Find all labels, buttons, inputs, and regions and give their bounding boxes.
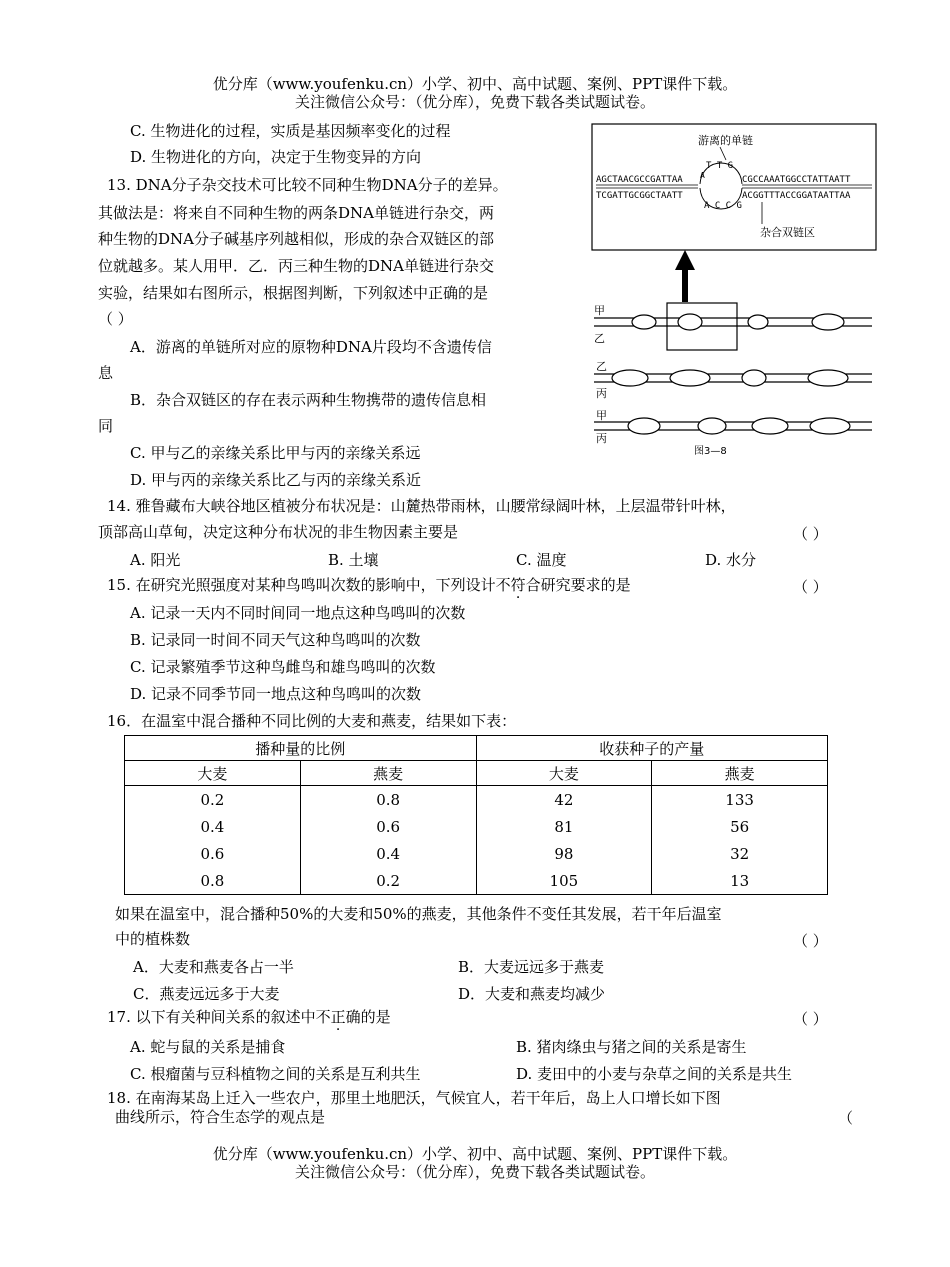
- table-cell: 133: [652, 786, 828, 814]
- col-group-seeding: 播种量的比例: [125, 736, 477, 761]
- q13-option-b-2: 同: [98, 417, 114, 435]
- table-cell: 0.8: [300, 786, 476, 814]
- col-header: 大麦: [476, 761, 652, 786]
- pair3-bottom-label: 丙: [596, 432, 607, 445]
- q17-stem-pre: 17. 以下有关种间关系的叙述中: [107, 1008, 316, 1026]
- q14-paren: （ ）: [793, 525, 828, 543]
- table-cell: 0.4: [125, 813, 301, 840]
- table-cell: 0.6: [125, 840, 301, 867]
- q13-line-4: 位就越多。某人用甲．乙．丙三种生物的DNA单链进行杂交: [98, 257, 494, 275]
- figure-caption: 图3—8: [694, 446, 727, 457]
- q16-option-d: D．大麦和燕麦均减少: [458, 985, 606, 1003]
- q12-option-c: C. 生物进化的过程，实质是基因频率变化的过程: [130, 122, 451, 140]
- arrow-shaft: [682, 268, 688, 302]
- table-cell: 98: [476, 840, 652, 867]
- table-cell: 42: [476, 786, 652, 814]
- q14-option-a: A. 阳光: [130, 551, 181, 569]
- seq-bottom-right: ACGGTTTACCGGATAATTAA: [742, 191, 851, 201]
- q13-line-2: 其做法是：将来自不同种生物的两条DNA单链进行杂交，两: [98, 204, 494, 222]
- q13-option-a-2: 息: [98, 364, 114, 382]
- q17-option-d: D. 麦田中的小麦与杂草之间的关系是共生: [516, 1065, 793, 1083]
- table-cell: 0.4: [300, 840, 476, 867]
- pair3-top-label: 甲: [596, 409, 607, 422]
- q14-option-c: C. 温度: [516, 551, 567, 569]
- loop-left-base: A: [700, 171, 705, 180]
- table-row: [125, 786, 828, 814]
- col-header: 燕麦: [652, 761, 828, 786]
- header-line-2: 关注微信公众号：（优分库），免费下载各类试题试卷。: [294, 93, 655, 111]
- q13-line-5: 实验，结果如右图所示，根据图判断，下列叙述中正确的是: [98, 284, 489, 302]
- pair2-bottom-label: 丙: [596, 387, 607, 400]
- q13-paren: （ ）: [98, 310, 133, 328]
- q13-line-1: 13. DNA分子杂交技术可比较不同种生物DNA分子的差异。: [107, 176, 508, 194]
- loop-bottom-bases: A C C G: [704, 201, 742, 211]
- pair2-top-label: 乙: [596, 360, 607, 373]
- q13-option-d: D. 甲与丙的亲缘关系比乙与丙的亲缘关系近: [130, 471, 422, 489]
- q18-line-1: 18. 在南海某岛上迁入一些农户，那里土地肥沃，气候宜人，若干年后，岛上人口增长如下图: [107, 1089, 721, 1107]
- q17-stem-post: 的是: [360, 1008, 391, 1026]
- q17-option-b: B. 猪肉绦虫与猪之间的关系是寄生: [516, 1038, 747, 1056]
- q15-stem: [107, 575, 631, 595]
- table-cell: 0.2: [300, 867, 476, 895]
- table-cell: 0.6: [300, 813, 476, 840]
- table-row: [125, 840, 828, 867]
- q16-paren: （ ）: [793, 932, 828, 950]
- q18-line-2: 曲线所示，符合生态学的观点是: [115, 1108, 326, 1126]
- table-row: [125, 813, 828, 840]
- q13-option-a-1: A．游离的单链所对应的原物种DNA片段均不含遗传信: [130, 338, 492, 356]
- table-cell: 105: [476, 867, 652, 895]
- q14-option-b: B. 土壤: [328, 551, 379, 569]
- q16-after-2: 中的植株数: [115, 930, 191, 948]
- table-row: [125, 867, 828, 895]
- header-line-1: 优分库（www.youfenku.cn）小学、初中、高中试题、案例、PPT课件下载。: [212, 75, 738, 93]
- col-header: 燕麦: [300, 761, 476, 786]
- up-arrow-icon: [675, 250, 695, 270]
- q16-option-b: B．大麦远远多于燕麦: [458, 958, 605, 976]
- q15-stem-pre: 15. 在研究光照强度对某种鸟鸣叫次数的影响中，下列设计: [107, 576, 496, 594]
- loop-top-bases: T T G: [706, 161, 734, 171]
- q13-option-b-1: B．杂合双链区的存在表示两种生物携带的遗传信息相: [130, 391, 487, 409]
- label-free-strand: 游离的单链: [698, 134, 753, 147]
- q14-option-d: D. 水分: [705, 551, 757, 569]
- q16-option-c: C．燕麦远远多于大麦: [133, 985, 280, 1003]
- q15-stem-emphasis: 不符合: [495, 576, 541, 594]
- q15-option-d: D. 记录不同季节同一地点这种鸟鸣叫的次数: [130, 685, 422, 703]
- q17-option-a: A. 蛇与鼠的关系是捕食: [130, 1038, 286, 1056]
- q16-option-a: A．大麦和燕麦各占一半: [133, 958, 294, 976]
- q12-option-d: D. 生物进化的方向，决定于生物变异的方向: [130, 148, 422, 166]
- q15-option-a: A. 记录一天内不同时间同一地点这种鸟鸣叫的次数: [130, 604, 466, 622]
- q13-line-3: 种生物的DNA分子碱基序列越相似，形成的杂合双链区的部: [98, 230, 494, 248]
- q13-option-c: C. 甲与乙的亲缘关系比甲与丙的亲缘关系远: [130, 444, 421, 462]
- footer-line-1: 优分库（www.youfenku.cn）小学、初中、高中试题、案例、PPT课件下载。: [212, 1145, 738, 1163]
- table-cell: 56: [652, 813, 828, 840]
- q16-after-1: 如果在温室中，混合播种50%的大麦和50%的燕麦，其他条件不变任其发展，若干年后温室: [115, 905, 722, 923]
- q17-stem: [107, 1007, 391, 1027]
- q16-stem: 16．在温室中混合播种不同比例的大麦和燕麦，结果如下表：: [107, 712, 517, 730]
- label-hybrid-region: 杂合双链区: [760, 226, 815, 239]
- q17-option-c: C. 根瘤菌与豆科植物之间的关系是互利共生: [130, 1065, 421, 1083]
- pair1-top-label: 甲: [594, 304, 605, 317]
- seq-bottom-left: TCGATTGCGGCTAATT: [596, 191, 683, 201]
- q15-option-b: B. 记录同一时间不同天气这种鸟鸣叫的次数: [130, 631, 421, 649]
- q17-paren: （ ）: [793, 1010, 828, 1028]
- table-cell: 0.8: [125, 867, 301, 895]
- dna-hybrid-figure: [590, 120, 880, 460]
- table-cell: 81: [476, 813, 652, 840]
- footer-line-2: 关注微信公众号：（优分库），免费下载各类试题试卷。: [294, 1163, 655, 1181]
- q14-line-1: 14. 雅鲁藏布大峡谷地区植被分布状况是：山麓热带雨林，山腰常绿阔叶林，上层温带针叶林，: [107, 497, 736, 515]
- q17-stem-emphasis: 不正确: [315, 1008, 361, 1026]
- q15-option-c: C. 记录繁殖季节这种鸟雌鸟和雄鸟鸣叫的次数: [130, 658, 436, 676]
- seeding-yield-table: [124, 735, 828, 895]
- q18-paren: （: [838, 1109, 854, 1127]
- table-cell: 32: [652, 840, 828, 867]
- q15-paren: （ ）: [793, 578, 828, 596]
- col-group-yield: 收获种子的产量: [476, 736, 828, 761]
- seq-top-right: CGCCAAATGGCCTATTAATT: [742, 175, 851, 185]
- q14-line-2: 顶部高山草甸，决定这种分布状况的非生物因素主要是: [98, 523, 459, 541]
- table-cell: 0.2: [125, 786, 301, 814]
- pair1-bottom-label: 乙: [594, 332, 605, 345]
- q15-stem-post: 研究要求的是: [540, 576, 631, 594]
- seq-top-left: AGCTAACGCCGATTAA: [596, 175, 683, 185]
- table-cell: 13: [652, 867, 828, 895]
- col-header: 大麦: [125, 761, 301, 786]
